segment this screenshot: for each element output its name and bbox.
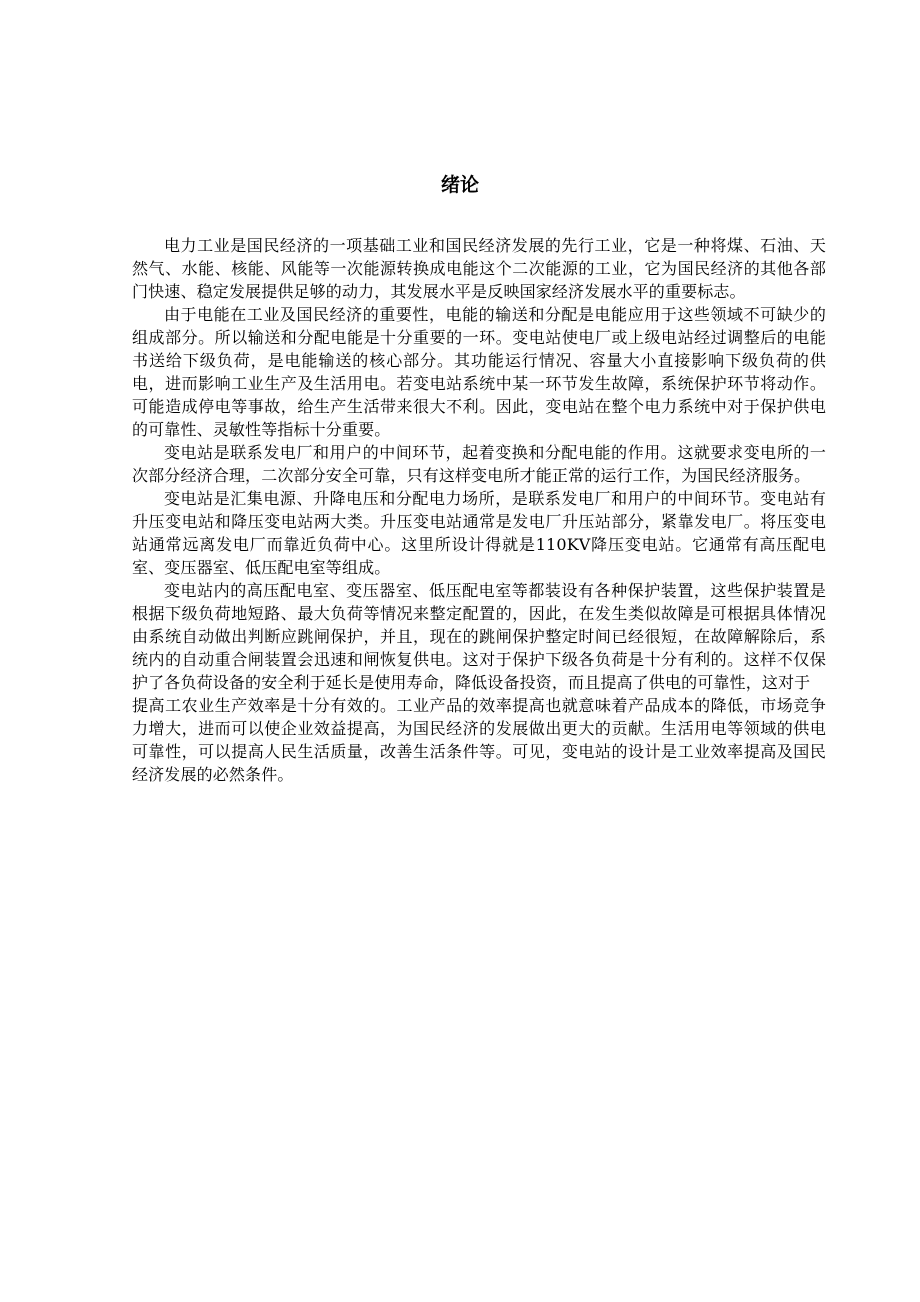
document-body — [132, 234, 826, 786]
paragraph-5: 变电站内的高压配电室、变压器室、低压配电室等都装设有各种保护装置，这些保护装置是根据下级负荷地短路、最大负荷等情况来整定配置的，因此，在发生类似故障是可根据具体情况由系统自动做出判断应跳闸保护，并且，现在的跳闸保护整定时间已经很短，在故障解除后，系统内的自动重合闸装置会迅速和闸恢复供电。这对于保护下级各负荷是十分有利的。这样不仅保护了各负荷设备的安全利于延长是使用寿命，降低设备投资，而且提高了供电的可靠性，这对于 — [132, 581, 826, 692]
paragraph-3: 变电站是联系发电厂和用户的中间环节，起着变换和分配电能的作用。这就要求变电所的一次部分经济合理，二次部分安全可靠，只有这样变电所才能正常的运行工作，为国民经济服务。 — [132, 443, 826, 485]
page-title: 绪论 — [440, 174, 479, 196]
paragraph-4: 变电站是汇集电源、升降电压和分配电力场所，是联系发电厂和用户的中间环节。变电站有升压变电站和降压变电站两大类。升压变电站通常是发电厂升压站部分，紧靠发电厂。将压变电站通常远离发电厂而靠近负荷中心。这里所设计得就是110KV降压变电站。它通常有高压配电室、变压器室、低压配电室等组成。 — [132, 489, 826, 577]
paragraph-6: 提高工农业生产效率是十分有效的。工业产品的效率提高也就意味着产品成本的降低，市场竞争力增大，进而可以使企业效益提高，为国民经济的发展做出更大的贡献。生活用电等领域的供电可靠性，可以提高人民生活质量，改善生活条件等。可见，变电站的设计是工业效率提高及国民经济发展的必然条件。 — [132, 696, 826, 784]
paragraph-2: 由于电能在工业及国民经济的重要性，电能的输送和分配是电能应用于这些领域不可缺少的组成部分。所以输送和分配电能是十分重要的一环。变电站使电厂或上级电站经过调整后的电能书送给下级负荷，是电能输送的核心部分。其功能运行情况、容量大小直接影响下级负荷的供电，进而影响工业生产及生活用电。若变电站系统中某一环节发生故障，系统保护环节将动作。可能造成停电等事故，给生产生活带来很大不利。因此，变电站在整个电力系统中对于保护供电的可靠性、灵敏性等指标十分重要。 — [132, 305, 826, 439]
paragraph-1: 电力工业是国民经济的一项基础工业和国民经济发展的先行工业，它是一种将煤、石油、天然气、水能、核能、风能等一次能源转换成电能这个二次能源的工业，它为国民经济的其他各部门快速、稳定发展提供足够的动力，其发展水平是反映国家经济发展水平的重要标志。 — [132, 236, 826, 301]
